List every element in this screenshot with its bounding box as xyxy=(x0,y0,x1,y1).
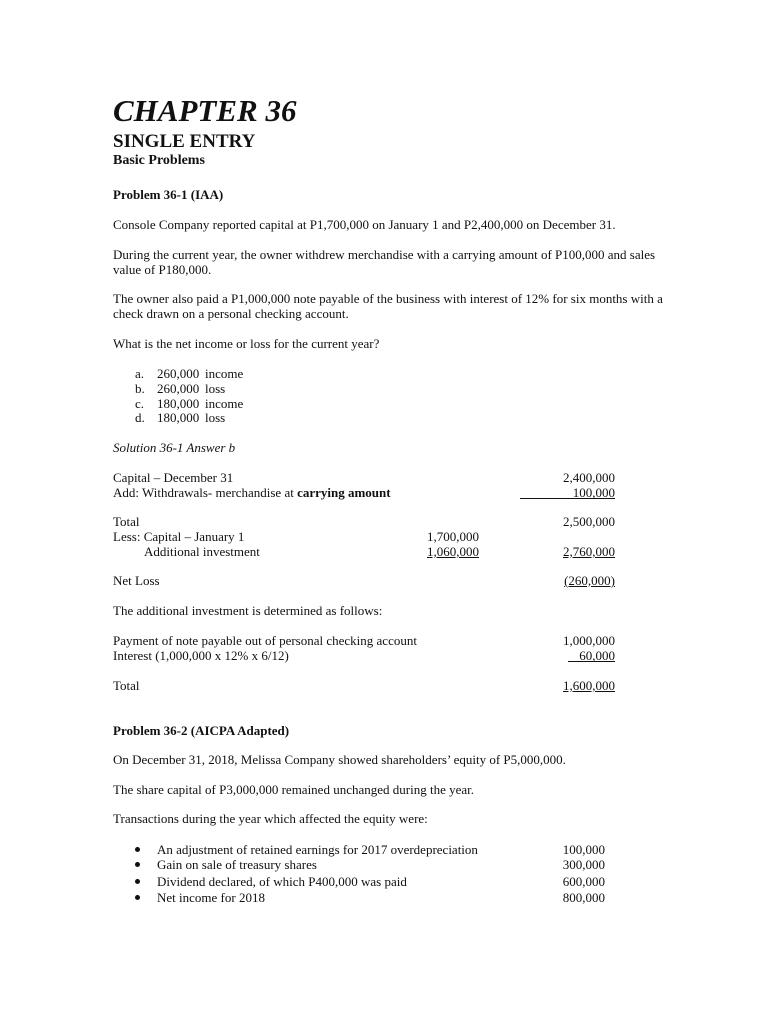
problem-1-paragraph-2-line-2: value of P180,000. xyxy=(113,262,212,277)
interest-label: Interest (1,000,000 x 12% x 6/12) xyxy=(113,648,289,663)
problem-1-heading: Problem 36-1 (IAA) xyxy=(113,187,224,202)
transaction-value: 100,000 xyxy=(562,842,605,857)
capital-december-label: Capital – December 31 xyxy=(113,470,234,485)
less-total-value: 2,760,000 xyxy=(563,544,615,559)
choice-letter: c. xyxy=(135,396,145,411)
solution-label: Solution 36-1 Answer b xyxy=(113,440,236,455)
transaction-label: Net income for 2018 xyxy=(157,890,265,905)
choice-kind: income xyxy=(205,396,244,411)
chapter-title: CHAPTER 36 xyxy=(113,93,297,128)
transaction-label: Gain on sale of treasury shares xyxy=(157,857,317,872)
additional-investment-intro: The additional investment is determined as follows: xyxy=(113,603,383,618)
bullet-icon xyxy=(135,879,140,884)
transaction-value: 600,000 xyxy=(562,874,605,889)
choice-amount: 260,000 xyxy=(157,366,200,381)
transaction-value: 300,000 xyxy=(562,857,605,872)
total-value: 2,500,000 xyxy=(563,514,615,529)
add-withdrawals-label: Add: Withdrawals- merchandise at carrying amount xyxy=(113,485,391,500)
bullet-icon xyxy=(135,895,140,900)
investment-total-value: 1,600,000 xyxy=(563,678,615,693)
choice-letter: a. xyxy=(135,366,145,381)
bullet-icon xyxy=(135,847,140,852)
transaction-label: Dividend declared, of which P400,000 was paid xyxy=(157,874,407,889)
capital-december-value: 2,400,000 xyxy=(563,470,615,485)
choice-letter: b. xyxy=(135,381,145,396)
section-subtitle: Basic Problems xyxy=(113,153,205,168)
problem-2-paragraph-1: On December 31, 2018, Melissa Company showed shareholders’ equity of P5,000,000. xyxy=(113,752,566,767)
total-label: Total xyxy=(113,514,140,529)
transaction-value: 800,000 xyxy=(562,890,605,905)
problem-2-paragraph-2: The share capital of P3,000,000 remained unchanged during the year. xyxy=(113,782,474,797)
payment-note-label: Payment of note payable out of personal checking account xyxy=(113,633,417,648)
subtotal-rule xyxy=(520,498,615,499)
bullet-icon xyxy=(135,862,140,867)
interest-value: 60,000 xyxy=(579,648,615,663)
problem-1-paragraph-1: Console Company reported capital at P1,700,000 on January 1 and P2,400,000 on December 31. xyxy=(113,217,616,232)
choice-amount: 260,000 xyxy=(157,381,200,396)
net-loss-label: Net Loss xyxy=(113,573,160,588)
problem-2-paragraph-3: Transactions during the year which affected the equity were: xyxy=(113,811,428,826)
choice-amount: 180,000 xyxy=(157,410,200,425)
additional-investment-value: 1,060,000 xyxy=(427,544,479,559)
investment-total-label: Total xyxy=(113,678,140,693)
less-capital-january-value: 1,700,000 xyxy=(427,529,479,544)
problem-2-heading: Problem 36-2 (AICPA Adapted) xyxy=(113,723,290,738)
add-withdrawals-value: 100,000 xyxy=(572,485,615,500)
choice-kind: loss xyxy=(205,381,226,396)
choice-kind: loss xyxy=(205,410,226,425)
less-capital-january-label: Less: Capital – January 1 xyxy=(113,529,245,544)
additional-investment-label: Additional investment xyxy=(144,544,260,559)
choice-kind: income xyxy=(205,366,244,381)
choice-amount: 180,000 xyxy=(157,396,200,411)
problem-1-question: What is the net income or loss for the current year? xyxy=(113,336,380,351)
net-loss-value: (260,000) xyxy=(564,573,615,588)
problem-1-paragraph-3-line-2: check drawn on a personal checking account. xyxy=(113,306,349,321)
choice-letter: d. xyxy=(135,410,145,425)
section-title: SINGLE ENTRY xyxy=(113,131,256,152)
problem-1-paragraph-2-line-1: During the current year, the owner withdrew merchandise with a carrying amount of P100,000 and sales xyxy=(113,247,656,262)
problem-1-paragraph-3-line-1: The owner also paid a P1,000,000 note payable of the business with interest of 12% for six months with a xyxy=(113,291,663,306)
interest-rule xyxy=(568,661,615,662)
transaction-label: An adjustment of retained earnings for 2017 overdepreciation xyxy=(157,842,478,857)
payment-note-value: 1,000,000 xyxy=(563,633,615,648)
